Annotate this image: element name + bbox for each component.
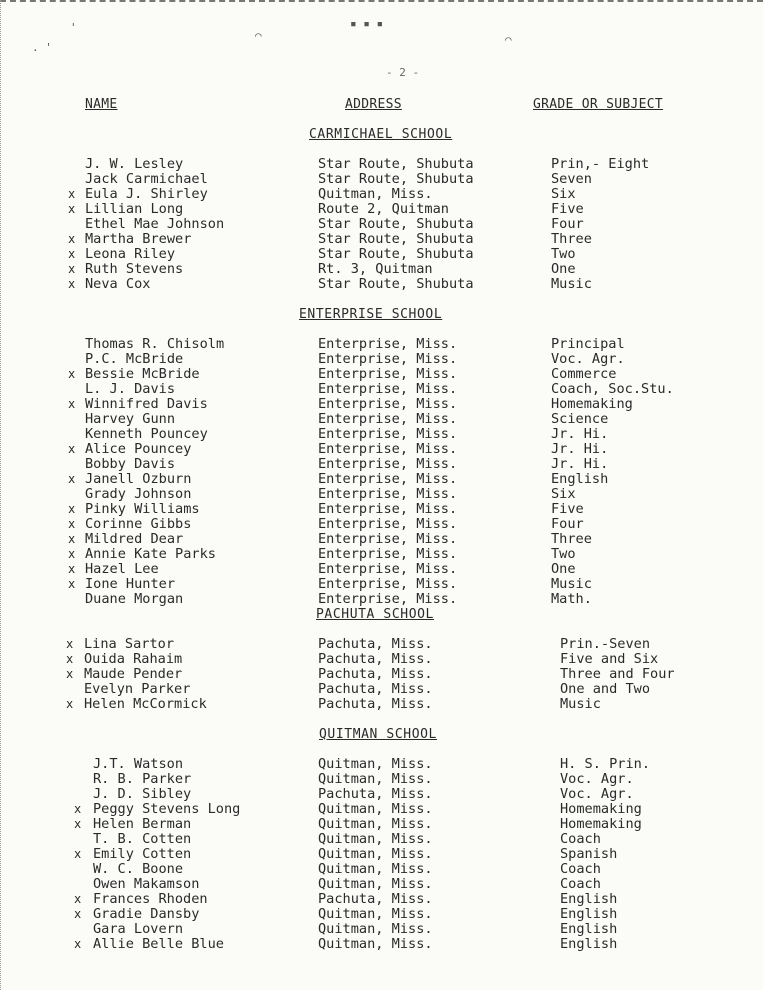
staff-address: Enterprise, Miss. [318, 411, 458, 427]
check-mark: x [74, 937, 82, 951]
staff-name: R. B. Parker [93, 771, 192, 787]
scan-speck: ' [70, 21, 77, 34]
staff-name: Martha Brewer [85, 231, 192, 247]
table-row [0, 442, 763, 457]
staff-name: Pinky Williams [85, 501, 200, 517]
staff-grade: Five and Six [560, 651, 659, 667]
table-row [0, 187, 763, 202]
staff-name: Leona Riley [85, 246, 176, 262]
staff-name: P.C. McBride [85, 351, 184, 367]
table-row [0, 592, 763, 607]
staff-grade: Homemaking [560, 816, 642, 832]
staff-grade: English [551, 471, 609, 487]
staff-grade: Five [551, 501, 584, 517]
staff-address: Quitman, Miss. [318, 831, 433, 847]
staff-grade: Homemaking [551, 396, 633, 412]
staff-address: Quitman, Miss. [318, 876, 433, 892]
staff-name: Harvey Gunn [85, 411, 176, 427]
section-title-pachuta: PACHUTA SCHOOL [316, 607, 434, 622]
check-mark: x [68, 397, 76, 411]
staff-address: Pachuta, Miss. [318, 651, 433, 667]
staff-name: T. B. Cotten [93, 831, 192, 847]
table-row [0, 172, 763, 187]
staff-address: Enterprise, Miss. [318, 426, 458, 442]
staff-address: Pachuta, Miss. [318, 696, 433, 712]
staff-name: Ouida Rahaim [84, 651, 183, 667]
check-mark: x [74, 847, 82, 861]
staff-address: Pachuta, Miss. [318, 636, 433, 652]
staff-grade: Music [551, 576, 592, 592]
check-mark: x [74, 817, 82, 831]
table-row [0, 217, 763, 232]
staff-address: Star Route, Shubuta [318, 246, 474, 262]
table-row [0, 877, 763, 892]
table-row [0, 547, 763, 562]
staff-name: Neva Cox [85, 276, 151, 292]
table-row [0, 892, 763, 907]
staff-name: Helen McCormick [84, 696, 207, 712]
table-row [0, 847, 763, 862]
staff-name: Kenneth Pouncey [85, 426, 208, 442]
staff-name: Hazel Lee [85, 561, 159, 577]
staff-name: Bobby Davis [85, 456, 176, 472]
check-mark: x [66, 697, 74, 711]
scan-speck: . ' [32, 41, 52, 54]
check-mark: x [74, 892, 82, 906]
check-mark: x [68, 472, 76, 486]
table-row [0, 382, 763, 397]
staff-address: Star Route, Shubuta [318, 156, 474, 172]
staff-grade: Three [551, 231, 592, 247]
table-row [0, 202, 763, 217]
staff-grade: English [560, 936, 618, 952]
staff-address: Enterprise, Miss. [318, 531, 458, 547]
staff-grade: Two [551, 546, 576, 562]
staff-address: Enterprise, Miss. [318, 561, 458, 577]
table-row [0, 697, 763, 712]
table-row [0, 352, 763, 367]
check-mark: x [68, 517, 76, 531]
staff-address: Star Route, Shubuta [318, 216, 474, 232]
staff-name: Ione Hunter [85, 576, 176, 592]
staff-grade: One [551, 261, 576, 277]
staff-name: J. D. Sibley [93, 786, 192, 802]
table-row [0, 157, 763, 172]
check-mark: x [68, 502, 76, 516]
staff-grade: H. S. Prin. [560, 756, 651, 772]
staff-grade: Six [551, 486, 576, 502]
staff-name: Peggy Stevens Long [93, 801, 241, 817]
table-row [0, 787, 763, 802]
staff-grade: Coach [560, 831, 601, 847]
staff-name: Owen Makamson [93, 876, 200, 892]
table-row [0, 427, 763, 442]
table-row [0, 472, 763, 487]
table-row [0, 562, 763, 577]
staff-address: Enterprise, Miss. [318, 396, 458, 412]
column-header-address: ADDRESS [345, 97, 402, 112]
staff-name: Eula J. Shirley [85, 186, 208, 202]
staff-name: Mildred Dear [85, 531, 184, 547]
check-mark: x [68, 547, 76, 561]
check-mark: x [68, 187, 76, 201]
staff-address: Quitman, Miss. [318, 846, 433, 862]
staff-address: Quitman, Miss. [318, 906, 433, 922]
table-row [0, 457, 763, 472]
table-row [0, 247, 763, 262]
check-mark: x [66, 667, 74, 681]
staff-name: Ruth Stevens [85, 261, 184, 277]
staff-name: Emily Cotten [93, 846, 192, 862]
table-row [0, 367, 763, 382]
table-row [0, 862, 763, 877]
staff-grade: Three [551, 531, 592, 547]
table-row [0, 532, 763, 547]
staff-address: Enterprise, Miss. [318, 471, 458, 487]
staff-name: Lina Sartor [84, 636, 175, 652]
staff-grade: Homemaking [560, 801, 642, 817]
staff-grade: Prin.-Seven [560, 636, 651, 652]
staff-name: Maude Pender [84, 666, 183, 682]
staff-address: Quitman, Miss. [318, 756, 433, 772]
staff-name: Winnifred Davis [85, 396, 208, 412]
table-row [0, 907, 763, 922]
check-mark: x [68, 442, 76, 456]
staff-grade: English [560, 906, 618, 922]
staff-grade: Four [551, 216, 584, 232]
staff-address: Enterprise, Miss. [318, 336, 458, 352]
staff-grade: Four [551, 516, 584, 532]
staff-address: Pachuta, Miss. [318, 681, 433, 697]
staff-address: Route 2, Quitman [318, 201, 449, 217]
staff-grade: Spanish [560, 846, 618, 862]
staff-name: J. W. Lesley [85, 156, 184, 172]
staff-name: Gradie Dansby [93, 906, 200, 922]
staff-name: Thomas R. Chisolm [85, 336, 225, 352]
table-row [0, 667, 763, 682]
page-number: - 2 - [386, 66, 420, 79]
staff-name: Alice Pouncey [85, 441, 192, 457]
staff-name: Janell Ozburn [85, 471, 192, 487]
check-mark: x [68, 262, 76, 276]
staff-address: Enterprise, Miss. [318, 456, 458, 472]
staff-address: Quitman, Miss. [318, 801, 433, 817]
staff-name: Evelyn Parker [84, 681, 191, 697]
staff-grade: Coach [560, 876, 601, 892]
staff-address: Star Route, Shubuta [318, 276, 474, 292]
table-row [0, 922, 763, 937]
staff-address: Enterprise, Miss. [318, 486, 458, 502]
staff-address: Pachuta, Miss. [318, 891, 433, 907]
staff-address: Quitman, Miss. [318, 816, 433, 832]
table-row [0, 487, 763, 502]
staff-address: Enterprise, Miss. [318, 366, 458, 382]
staff-grade: Five [551, 201, 584, 217]
staff-name: Annie Kate Parks [85, 546, 216, 562]
staff-name: Corinne Gibbs [85, 516, 192, 532]
table-row [0, 757, 763, 772]
section-title-enterprise: ENTERPRISE SCHOOL [299, 307, 443, 322]
staff-address: Star Route, Shubuta [318, 231, 474, 247]
column-header-grade: GRADE OR SUBJECT [533, 97, 664, 112]
table-row [0, 682, 763, 697]
table-row [0, 802, 763, 817]
staff-grade: Jr. Hi. [551, 426, 609, 442]
staff-address: Quitman, Miss. [318, 186, 433, 202]
staff-grade: Jr. Hi. [551, 456, 609, 472]
staff-grade: Math. [551, 591, 592, 607]
staff-name: Frances Rhoden [93, 891, 208, 907]
staff-grade: Principal [551, 336, 625, 352]
table-row [0, 577, 763, 592]
staff-grade: English [560, 891, 618, 907]
staff-address: Enterprise, Miss. [318, 381, 458, 397]
staff-grade: One and Two [560, 681, 651, 697]
staff-address: Enterprise, Miss. [318, 591, 458, 607]
staff-name: Jack Carmichael [85, 171, 208, 187]
table-row [0, 232, 763, 247]
staff-grade: Jr. Hi. [551, 441, 609, 457]
table-row [0, 937, 763, 952]
staff-address: Enterprise, Miss. [318, 441, 458, 457]
staff-address: Enterprise, Miss. [318, 576, 458, 592]
staff-grade: Coach [560, 861, 601, 877]
staff-address: Star Route, Shubuta [318, 171, 474, 187]
table-row [0, 412, 763, 427]
scan-speck: ▪ ▪ ▪ [350, 17, 384, 30]
check-mark: x [68, 577, 76, 591]
table-row [0, 517, 763, 532]
staff-address: Enterprise, Miss. [318, 351, 458, 367]
staff-grade: Seven [551, 171, 592, 187]
scan-speck: ⌒ [505, 33, 512, 46]
staff-grade: Voc. Agr. [560, 771, 634, 787]
check-mark: x [74, 907, 82, 921]
table-row [0, 832, 763, 847]
check-mark: x [68, 277, 76, 291]
table-row [0, 652, 763, 667]
table-row [0, 337, 763, 352]
check-mark: x [68, 367, 76, 381]
section-title-quitman: QUITMAN SCHOOL [319, 727, 437, 742]
staff-name: Bessie McBride [85, 366, 200, 382]
staff-grade: Voc. Agr. [560, 786, 634, 802]
staff-address: Quitman, Miss. [318, 936, 433, 952]
staff-grade: Science [551, 411, 609, 427]
staff-grade: Music [551, 276, 592, 292]
section-title-carmichael: CARMICHAEL SCHOOL [309, 127, 453, 142]
table-row [0, 637, 763, 652]
check-mark: x [68, 202, 76, 216]
staff-address: Pachuta, Miss. [318, 666, 433, 682]
staff-name: L. J. Davis [85, 381, 176, 397]
check-mark: x [66, 652, 74, 666]
check-mark: x [68, 232, 76, 246]
staff-name: Grady Johnson [85, 486, 192, 502]
staff-address: Quitman, Miss. [318, 771, 433, 787]
page-top-border [0, 0, 763, 6]
table-row [0, 397, 763, 412]
staff-address: Rt. 3, Quitman [318, 261, 433, 277]
staff-address: Enterprise, Miss. [318, 501, 458, 517]
staff-name: Ethel Mae Johnson [85, 216, 225, 232]
check-mark: x [68, 247, 76, 261]
table-row [0, 772, 763, 787]
staff-grade: Two [551, 246, 576, 262]
staff-address: Quitman, Miss. [318, 921, 433, 937]
table-row [0, 262, 763, 277]
staff-grade: Music [560, 696, 601, 712]
staff-grade: Three and Four [560, 666, 675, 682]
check-mark: x [68, 532, 76, 546]
staff-name: Allie Belle Blue [93, 936, 224, 952]
staff-address: Pachuta, Miss. [318, 786, 433, 802]
staff-name: J.T. Watson [93, 756, 184, 772]
staff-grade: Commerce [551, 366, 617, 382]
staff-grade: Six [551, 186, 576, 202]
staff-address: Quitman, Miss. [318, 861, 433, 877]
staff-name: Lillian Long [85, 201, 184, 217]
check-mark: x [66, 637, 74, 651]
staff-grade: English [560, 921, 618, 937]
staff-grade: Prin,- Eight [551, 156, 650, 172]
staff-name: Gara Lovern [93, 921, 184, 937]
table-row [0, 277, 763, 292]
column-header-name: NAME [85, 97, 118, 112]
staff-grade: Voc. Agr. [551, 351, 625, 367]
staff-name: W. C. Boone [93, 861, 184, 877]
check-mark: x [68, 562, 76, 576]
table-row [0, 502, 763, 517]
staff-name: Helen Berman [93, 816, 192, 832]
staff-address: Enterprise, Miss. [318, 516, 458, 532]
staff-grade: One [551, 561, 576, 577]
staff-name: Duane Morgan [85, 591, 184, 607]
check-mark: x [74, 802, 82, 816]
staff-address: Enterprise, Miss. [318, 546, 458, 562]
staff-grade: Coach, Soc.Stu. [551, 381, 674, 397]
scan-speck: ⌒ [255, 29, 262, 42]
table-row [0, 817, 763, 832]
